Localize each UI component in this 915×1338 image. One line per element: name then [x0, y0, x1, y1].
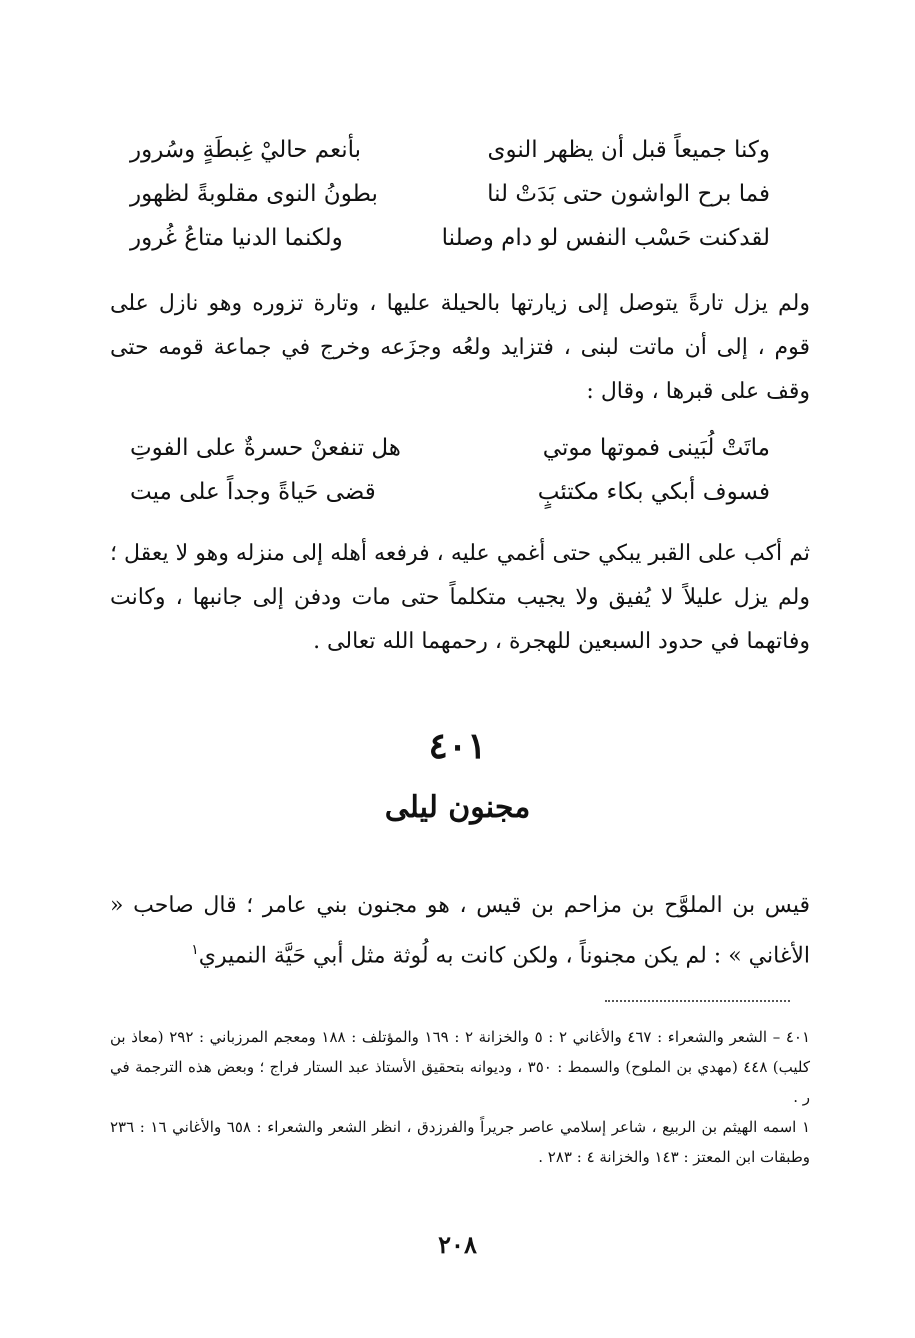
verse-line [130, 426, 770, 470]
verse-second-hemistich: هل تنفعنْ حسرةٌ على الفوتِ [130, 435, 401, 461]
narrative-paragraph: ثم أكب على القبر يبكي حتى أغمي عليه ، فرفعه أهله إلى منزله وهو لا يعقل ؛ ولم يزل عليلاً لا يُفيق ولا يجيب متكلماً حتى مات ودفن إلى جانبها ، وكانت وفاتهما في حدود السبعين للهجرة ، رحمهما الله تعالى . [110, 541, 810, 654]
footnote: ١ اسمه الهيثم بن الربيع ، شاعر إسلامي عاصر جريراً والفرزدق ، انظر الشعر والشعراء : ٦٥٨ والأغاني ١٦ : ٢٣٦ وطبقات ابن المعتز : ١٤٣ والخزانة ٤ : ٢٨٣ . [110, 1118, 811, 1166]
footnote-divider [605, 1000, 790, 1002]
verse-line [130, 172, 770, 216]
section-number: ٤٠١ [428, 725, 487, 767]
verse-line [130, 470, 770, 514]
section-title: مجنون ليلى [384, 790, 531, 825]
footnotes [110, 1022, 810, 1172]
verse-line [130, 128, 770, 172]
verse-first-hemistich: فما برح الواشون حتى بَدَتْ لنا [487, 181, 770, 207]
verse-second-hemistich: بأنعم حاليْ غِبطَةٍ وسُرور [130, 137, 361, 163]
narrative-paragraph: ولم يزل تارةً يتوصل إلى زيارتها بالحيلة عليها ، وتارة تزوره وهو نازل على قوم ، إلى أن ماتت لبنى ، فتزايد ولعُه وجزَعه وخرج في جماعة قومه حتى وقف على قبرها ، وقال : [110, 291, 810, 404]
verse-line [130, 216, 770, 260]
verse-second-hemistich: ولكنما الدنيا متاعُ غُرور [130, 225, 343, 251]
footnote: ٤٠١ – الشعر والشعراء : ٤٦٧ والأغاني ٢ : ٥ والخزانة ٢ : ١٦٩ والمؤتلف : ١٨٨ ومعجم المرزباني : ٢٩٢ (معاذ بن كليب) ٤٤٨ (مهدي بن الملوح) والسمط : ٣٥٠ ، وديوانه بتحقيق الأستاذ عبد الستار فراج ؛ وبعض هذه الترجمة في ر . [110, 1028, 810, 1106]
verses-top [130, 128, 770, 260]
verses-middle [130, 426, 770, 514]
verse-first-hemistich: وكنا جميعاً قبل أن يظهر النوى [487, 137, 770, 163]
footnote-marker: ١ [191, 942, 199, 958]
verse-second-hemistich: قضى حَياةً وجداً على ميت [130, 479, 376, 505]
biography-paragraph [110, 884, 810, 978]
verse-first-hemistich: لقدكنت حَسْب النفس لو دام وصلنا [441, 225, 770, 251]
verse-first-hemistich: ماتَتْ لُبَينى فموتها موتي [542, 435, 770, 461]
page-number: ٢٠٨ [438, 1230, 477, 1259]
biography-text: قيس بن الملوَّح بن مزاحم بن قيس ، هو مجنون بني عامر ؛ قال صاحب « الأغاني » : لم يكن مجنوناً ، ولكن كانت به لُوثة مثل أبي حَيَّة النميري [110, 893, 810, 969]
verse-first-hemistich: فسوف أبكي بكاء مكتئبٍ [537, 479, 770, 505]
verse-second-hemistich: بطونُ النوى مقلوبةً لظهور [130, 181, 378, 207]
